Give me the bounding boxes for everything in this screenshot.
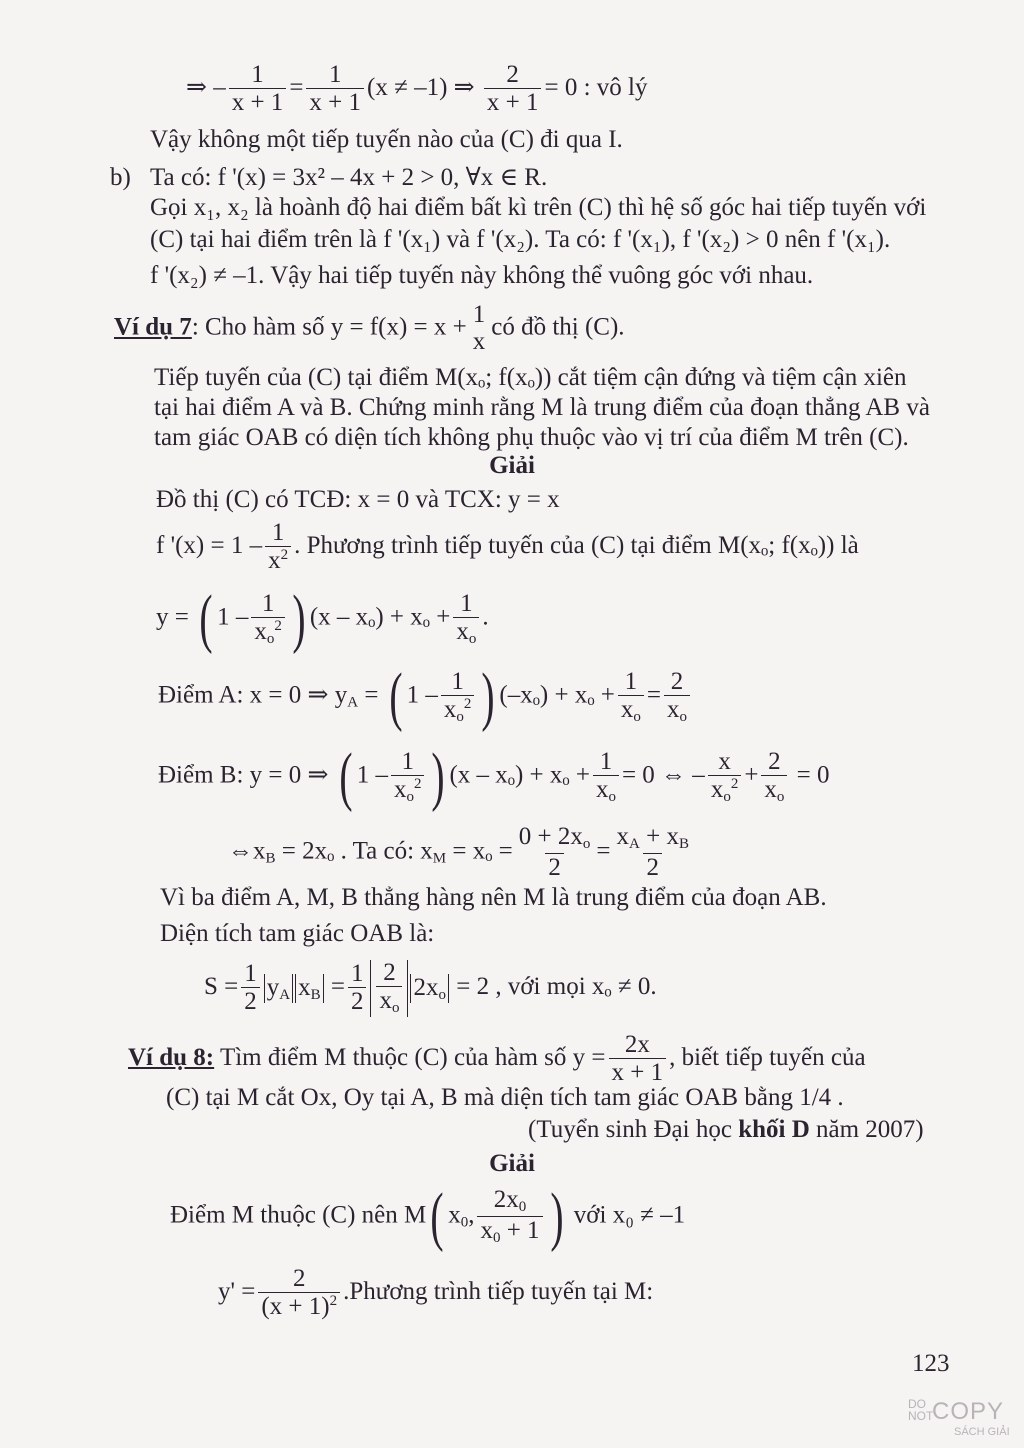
solution-heading-1: Giải	[489, 452, 535, 479]
example-8-p1: (C) tại M cắt Ox, Oy tại A, B mà diện tích tam giác OAB bằng 1/4 .	[166, 1084, 844, 1111]
sol-line-4: Điểm A: x = 0 ⇒ $y_A$ = ( 1 – $\frac{1}{x_o^2}$ ) (–xₒ) + xₒ + $\frac{1}{x_o}$ = $\frac{2}{x_o}$	[158, 664, 693, 730]
item-b-label: b)	[110, 164, 131, 191]
example-8-source: (Tuyển sinh Đại học khối D năm 2007)	[528, 1116, 924, 1143]
example-8-label: Ví dụ 8:	[128, 1044, 215, 1072]
line-1-end: : vô lý	[583, 74, 648, 102]
example-7-heading: Ví dụ 7: Cho hàm số y = f(x) = x + 1 x có đồ thị (C).	[114, 301, 625, 356]
example-7-label: Ví dụ 7	[114, 313, 192, 341]
line-1: ⇒ – $\frac{1}{x + 1}$ = $\frac{1}{x + 1}$ (x ≠ –1) ⇒ $\frac{2}{x + 1}$ = 0 : vô lý	[186, 61, 648, 117]
example-7-p1: Tiếp tuyến của (C) tại điểm M(xₒ; f(xₒ)) cắt tiệm cận đứng và tiệm cận xiên	[154, 364, 907, 391]
sol-line-2: f '(x) = 1 – $\frac{1}{x^2}$ . Phương trình tiếp tuyến của (C) tại điểm M(xₒ; f(xₒ)) là	[156, 519, 859, 575]
example-7-p2: tại hai điểm A và B. Chứng minh rằng M là trung điểm của đoạn thẳng AB và	[154, 394, 930, 421]
sol-line-3: y = ( 1 – $\frac{1}{x_o^2}$ ) (x – xₒ) + xₒ + $\frac{1}{x_o}$ .	[156, 582, 489, 655]
solution-heading-2: Giải	[489, 1150, 535, 1177]
sol8-line-1: Điểm M thuộc (C) nên M( $x_0$, $\frac{2x_0}{x_0 + 1}$ ) với x₀ ≠ –1	[170, 1180, 686, 1253]
sol-line-1: Đồ thị (C) có TCĐ: x = 0 và TCX: y = x	[156, 486, 560, 513]
watermark-copy: COPY	[932, 1398, 1005, 1425]
sol-line-5: Điểm B: y = 0 ⇒ ( 1 – $\frac{1}{x_o^2}$ ) (x – xₒ) + xₒ + $\frac{1}{x_o}$ = 0 ⇔ – $\frac{x}{x_o^2}$ + $\frac{2}{x_o}$ = 0	[158, 740, 830, 813]
page-number: 123	[912, 1350, 950, 1377]
sol8-line-2: y' = $\frac{2}{(x + 1)^2}$ .Phương trình tiếp tuyến tại M:	[218, 1265, 654, 1321]
watermark-sub: SÁCH GIẢI	[954, 1426, 1010, 1438]
sol-line-6: $\Leftrightarrow x_B = 2x_o$ . Ta có: $x_M = x_o$ = $\frac{0 + 2x_o}{2}$ = $\frac{x_A + x_B}{2}$	[228, 823, 689, 881]
sol-line-7: Vì ba điểm A, M, B thẳng hàng nên M là trung điểm của đoạn AB.	[160, 884, 827, 911]
line-3: Ta có: f '(x) = 3x² – 4x + 2 > 0, ∀x ∈ R.	[150, 164, 548, 191]
example-8-heading: Ví dụ 8: Tìm điểm M thuộc (C) của hàm số y = $\frac{2x}{x + 1}$ , biết tiếp tuyến của	[128, 1031, 866, 1087]
line-6: f '(x₂) ≠ –1. Vậy hai tiếp tuyến này không thể vuông góc với nhau.	[150, 262, 814, 289]
line-2: Vậy không một tiếp tuyến nào của (C) đi qua I.	[150, 126, 623, 153]
example-7-p3: tam giác OAB có diện tích không phụ thuộc vào vị trí của điểm M trên (C).	[154, 424, 909, 451]
sol-line-9: S = $\frac{1}{2}$ $y_A$ $x_B$ = $\frac{1}{2}$ $\frac{2}{x_o}$ $2x_o = 2$ , với mọi xₒ ≠ 0.	[204, 959, 657, 1017]
line-4: Gọi x₁, x₂ là hoành độ hai điểm bất kì trên (C) thì hệ số góc hai tiếp tuyến với	[150, 194, 927, 221]
watermark-logo	[906, 1398, 1018, 1444]
watermark-do: DO NOT	[908, 1397, 934, 1423]
line-5: (C) tại hai điểm trên là f '(x₁) và f '(x₂). Ta có: f '(x₁), f '(x₂) > 0 nên f '(x₁).	[150, 226, 891, 253]
sol-line-8: Diện tích tam giác OAB là:	[160, 920, 435, 947]
